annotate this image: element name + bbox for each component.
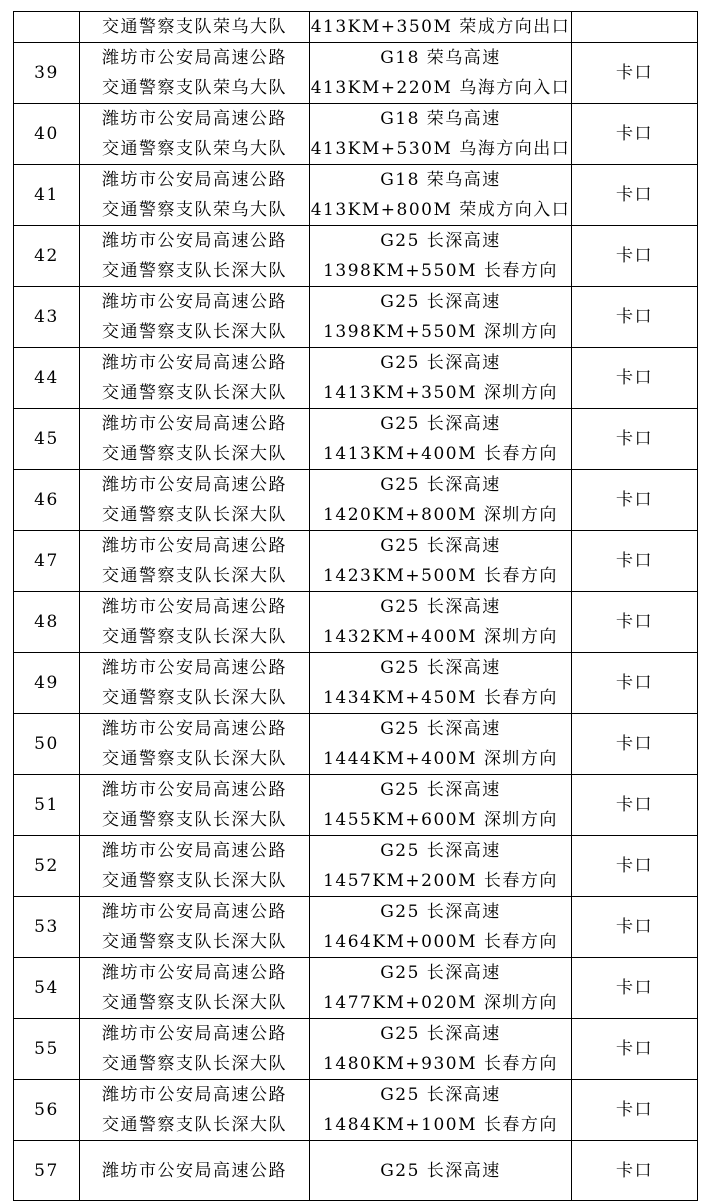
unit-line: 交通警察支队长深大队 <box>102 993 287 1013</box>
unit-cell <box>80 897 310 958</box>
row-number: 49 <box>14 653 80 714</box>
unit-cell <box>80 836 310 897</box>
type-cell: 卡口 <box>572 409 698 470</box>
location-line: 1420KM+800M 深圳方向 <box>323 505 558 525</box>
type-cell: 卡口 <box>572 287 698 348</box>
unit-line: 交通警察支队长深大队 <box>102 627 287 647</box>
unit-line: 潍坊市公安局高速公路 <box>102 48 287 68</box>
location-line: 1477KM+020M 深圳方向 <box>323 993 558 1013</box>
location-cell <box>310 1080 572 1141</box>
location-cell <box>310 165 572 226</box>
unit-cell <box>80 653 310 714</box>
unit-cell <box>80 348 310 409</box>
unit-cell <box>80 12 310 43</box>
location-line: 1413KM+400M 长春方向 <box>323 444 558 464</box>
unit-line: 潍坊市公安局高速公路 <box>102 780 287 800</box>
location-cell <box>310 897 572 958</box>
unit-line: 潍坊市公安局高速公路 <box>102 475 287 495</box>
table-row <box>14 287 698 348</box>
unit-cell <box>80 958 310 1019</box>
table-row <box>14 958 698 1019</box>
unit-cell <box>80 226 310 287</box>
unit-cell <box>80 409 310 470</box>
unit-line: 交通警察支队长深大队 <box>102 1054 287 1074</box>
location-line: 413KM+350M 荣成方向出口 <box>310 17 571 37</box>
location-line: 1434KM+450M 长春方向 <box>323 688 558 708</box>
location-line: G18 荣乌高速 <box>380 109 501 129</box>
unit-cell <box>80 287 310 348</box>
location-cell <box>310 12 572 43</box>
location-cell <box>310 348 572 409</box>
row-number: 55 <box>14 1019 80 1080</box>
unit-line: 潍坊市公安局高速公路 <box>102 1085 287 1105</box>
unit-line: 交通警察支队长深大队 <box>102 810 287 830</box>
table-row <box>14 653 698 714</box>
unit-line: 潍坊市公安局高速公路 <box>102 170 287 190</box>
unit-line: 交通警察支队荣乌大队 <box>102 78 287 98</box>
type-cell: 卡口 <box>572 348 698 409</box>
table-row <box>14 1019 698 1080</box>
location-line: G25 长深高速 <box>380 597 501 617</box>
location-line: G25 长深高速 <box>380 353 501 373</box>
table-row <box>14 409 698 470</box>
type-cell: 卡口 <box>572 958 698 1019</box>
location-cell <box>310 1019 572 1080</box>
row-number: 51 <box>14 775 80 836</box>
row-number: 50 <box>14 714 80 775</box>
location-line: 1423KM+500M 长春方向 <box>323 566 558 586</box>
location-line: G25 长深高速 <box>380 231 501 251</box>
table-row <box>14 104 698 165</box>
location-cell <box>310 226 572 287</box>
table-row <box>14 348 698 409</box>
row-number <box>14 12 80 43</box>
table-row <box>14 775 698 836</box>
table-row <box>14 165 698 226</box>
location-line: G25 长深高速 <box>380 292 501 312</box>
unit-line: 潍坊市公安局高速公路 <box>102 1160 287 1181</box>
unit-line: 交通警察支队长深大队 <box>102 261 287 281</box>
location-line: 1413KM+350M 深圳方向 <box>323 383 558 403</box>
unit-line: 潍坊市公安局高速公路 <box>102 109 287 129</box>
location-line: 1480KM+930M 长春方向 <box>323 1054 558 1074</box>
table-row <box>14 714 698 775</box>
location-line: 1464KM+000M 长春方向 <box>323 932 558 952</box>
location-line: G25 长深高速 <box>380 658 501 678</box>
unit-line: 交通警察支队长深大队 <box>102 871 287 891</box>
location-line: 413KM+220M 乌海方向入口 <box>310 78 571 98</box>
unit-line: 潍坊市公安局高速公路 <box>102 597 287 617</box>
location-cell <box>310 775 572 836</box>
row-number: 47 <box>14 531 80 592</box>
unit-line: 交通警察支队长深大队 <box>102 566 287 586</box>
location-cell <box>310 653 572 714</box>
row-number: 45 <box>14 409 80 470</box>
type-cell: 卡口 <box>572 470 698 531</box>
row-number: 41 <box>14 165 80 226</box>
location-line: 1432KM+400M 深圳方向 <box>323 627 558 647</box>
unit-line: 交通警察支队荣乌大队 <box>102 200 287 220</box>
location-cell <box>310 409 572 470</box>
location-line: 1398KM+550M 长春方向 <box>323 261 558 281</box>
table-row <box>14 470 698 531</box>
location-cell <box>310 836 572 897</box>
unit-line: 交通警察支队长深大队 <box>102 749 287 769</box>
unit-line: 潍坊市公安局高速公路 <box>102 963 287 983</box>
location-cell <box>310 104 572 165</box>
unit-line: 交通警察支队长深大队 <box>102 322 287 342</box>
location-line: 413KM+530M 乌海方向出口 <box>310 139 571 159</box>
row-number: 48 <box>14 592 80 653</box>
unit-line: 潍坊市公安局高速公路 <box>102 902 287 922</box>
location-line: 1444KM+400M 深圳方向 <box>323 749 558 769</box>
location-line: 1455KM+600M 深圳方向 <box>323 810 558 830</box>
row-number: 53 <box>14 897 80 958</box>
location-line: G25 长深高速 <box>380 963 501 983</box>
unit-line: 潍坊市公安局高速公路 <box>102 719 287 739</box>
location-cell <box>310 592 572 653</box>
location-line: G25 长深高速 <box>380 475 501 495</box>
table-row <box>14 226 698 287</box>
unit-cell <box>80 531 310 592</box>
location-cell <box>310 470 572 531</box>
row-number: 40 <box>14 104 80 165</box>
location-line: G25 长深高速 <box>380 414 501 434</box>
location-line: G25 长深高速 <box>380 902 501 922</box>
unit-line: 潍坊市公安局高速公路 <box>102 536 287 556</box>
unit-cell <box>80 470 310 531</box>
type-cell: 卡口 <box>572 1080 698 1141</box>
location-line: G25 长深高速 <box>380 719 501 739</box>
type-cell: 卡口 <box>572 897 698 958</box>
row-number: 43 <box>14 287 80 348</box>
location-line: 1398KM+550M 深圳方向 <box>323 322 558 342</box>
type-cell: 卡口 <box>572 43 698 104</box>
row-number: 57 <box>14 1141 80 1201</box>
location-line: 1457KM+200M 长春方向 <box>323 871 558 891</box>
table-row <box>14 12 698 43</box>
row-number: 46 <box>14 470 80 531</box>
location-cell <box>310 958 572 1019</box>
unit-cell <box>80 43 310 104</box>
checkpoint-table <box>13 11 698 1201</box>
table-row <box>14 43 698 104</box>
checkpoint-table-body <box>14 12 698 1201</box>
type-cell: 卡口 <box>572 1141 698 1201</box>
unit-line: 交通警察支队长深大队 <box>102 383 287 403</box>
type-cell: 卡口 <box>572 165 698 226</box>
unit-cell <box>80 714 310 775</box>
unit-line: 潍坊市公安局高速公路 <box>102 1024 287 1044</box>
row-number: 54 <box>14 958 80 1019</box>
row-number: 42 <box>14 226 80 287</box>
row-number: 39 <box>14 43 80 104</box>
row-number: 52 <box>14 836 80 897</box>
unit-line: 交通警察支队长深大队 <box>102 444 287 464</box>
type-cell: 卡口 <box>572 531 698 592</box>
row-number: 56 <box>14 1080 80 1141</box>
unit-line: 潍坊市公安局高速公路 <box>102 658 287 678</box>
location-line: G25 长深高速 <box>380 1085 501 1105</box>
unit-line: 交通警察支队荣乌大队 <box>102 139 287 159</box>
location-cell <box>310 43 572 104</box>
unit-cell <box>80 1019 310 1080</box>
unit-cell <box>80 165 310 226</box>
type-cell: 卡口 <box>572 775 698 836</box>
location-line: G25 长深高速 <box>380 841 501 861</box>
location-line: G25 长深高速 <box>380 1160 501 1181</box>
location-cell <box>310 287 572 348</box>
unit-line: 潍坊市公安局高速公路 <box>102 292 287 312</box>
location-line: 1484KM+100M 长春方向 <box>323 1115 558 1135</box>
location-line: 413KM+800M 荣成方向入口 <box>310 200 571 220</box>
unit-cell <box>80 592 310 653</box>
type-cell: 卡口 <box>572 653 698 714</box>
location-line: G25 长深高速 <box>380 536 501 556</box>
location-line: G18 荣乌高速 <box>380 170 501 190</box>
row-number: 44 <box>14 348 80 409</box>
unit-cell <box>80 1080 310 1141</box>
unit-cell <box>80 775 310 836</box>
table-row <box>14 836 698 897</box>
location-cell <box>310 531 572 592</box>
type-cell: 卡口 <box>572 104 698 165</box>
table-row <box>14 531 698 592</box>
location-line: G18 荣乌高速 <box>380 48 501 68</box>
unit-line: 潍坊市公安局高速公路 <box>102 353 287 373</box>
table-row <box>14 897 698 958</box>
table-row <box>14 1080 698 1141</box>
type-cell: 卡口 <box>572 226 698 287</box>
location-line: G25 长深高速 <box>380 1024 501 1044</box>
unit-line: 交通警察支队荣乌大队 <box>102 17 287 37</box>
unit-line: 潍坊市公安局高速公路 <box>102 414 287 434</box>
location-line: G25 长深高速 <box>380 780 501 800</box>
location-cell <box>310 714 572 775</box>
type-cell: 卡口 <box>572 714 698 775</box>
type-cell: 卡口 <box>572 1019 698 1080</box>
unit-line: 潍坊市公安局高速公路 <box>102 841 287 861</box>
unit-line: 潍坊市公安局高速公路 <box>102 231 287 251</box>
unit-cell <box>80 104 310 165</box>
unit-line: 交通警察支队长深大队 <box>102 505 287 525</box>
unit-line: 交通警察支队长深大队 <box>102 932 287 952</box>
table-row <box>14 592 698 653</box>
type-cell: 卡口 <box>572 592 698 653</box>
type-cell <box>572 12 698 43</box>
unit-line: 交通警察支队长深大队 <box>102 1115 287 1135</box>
type-cell: 卡口 <box>572 836 698 897</box>
unit-line: 交通警察支队长深大队 <box>102 688 287 708</box>
